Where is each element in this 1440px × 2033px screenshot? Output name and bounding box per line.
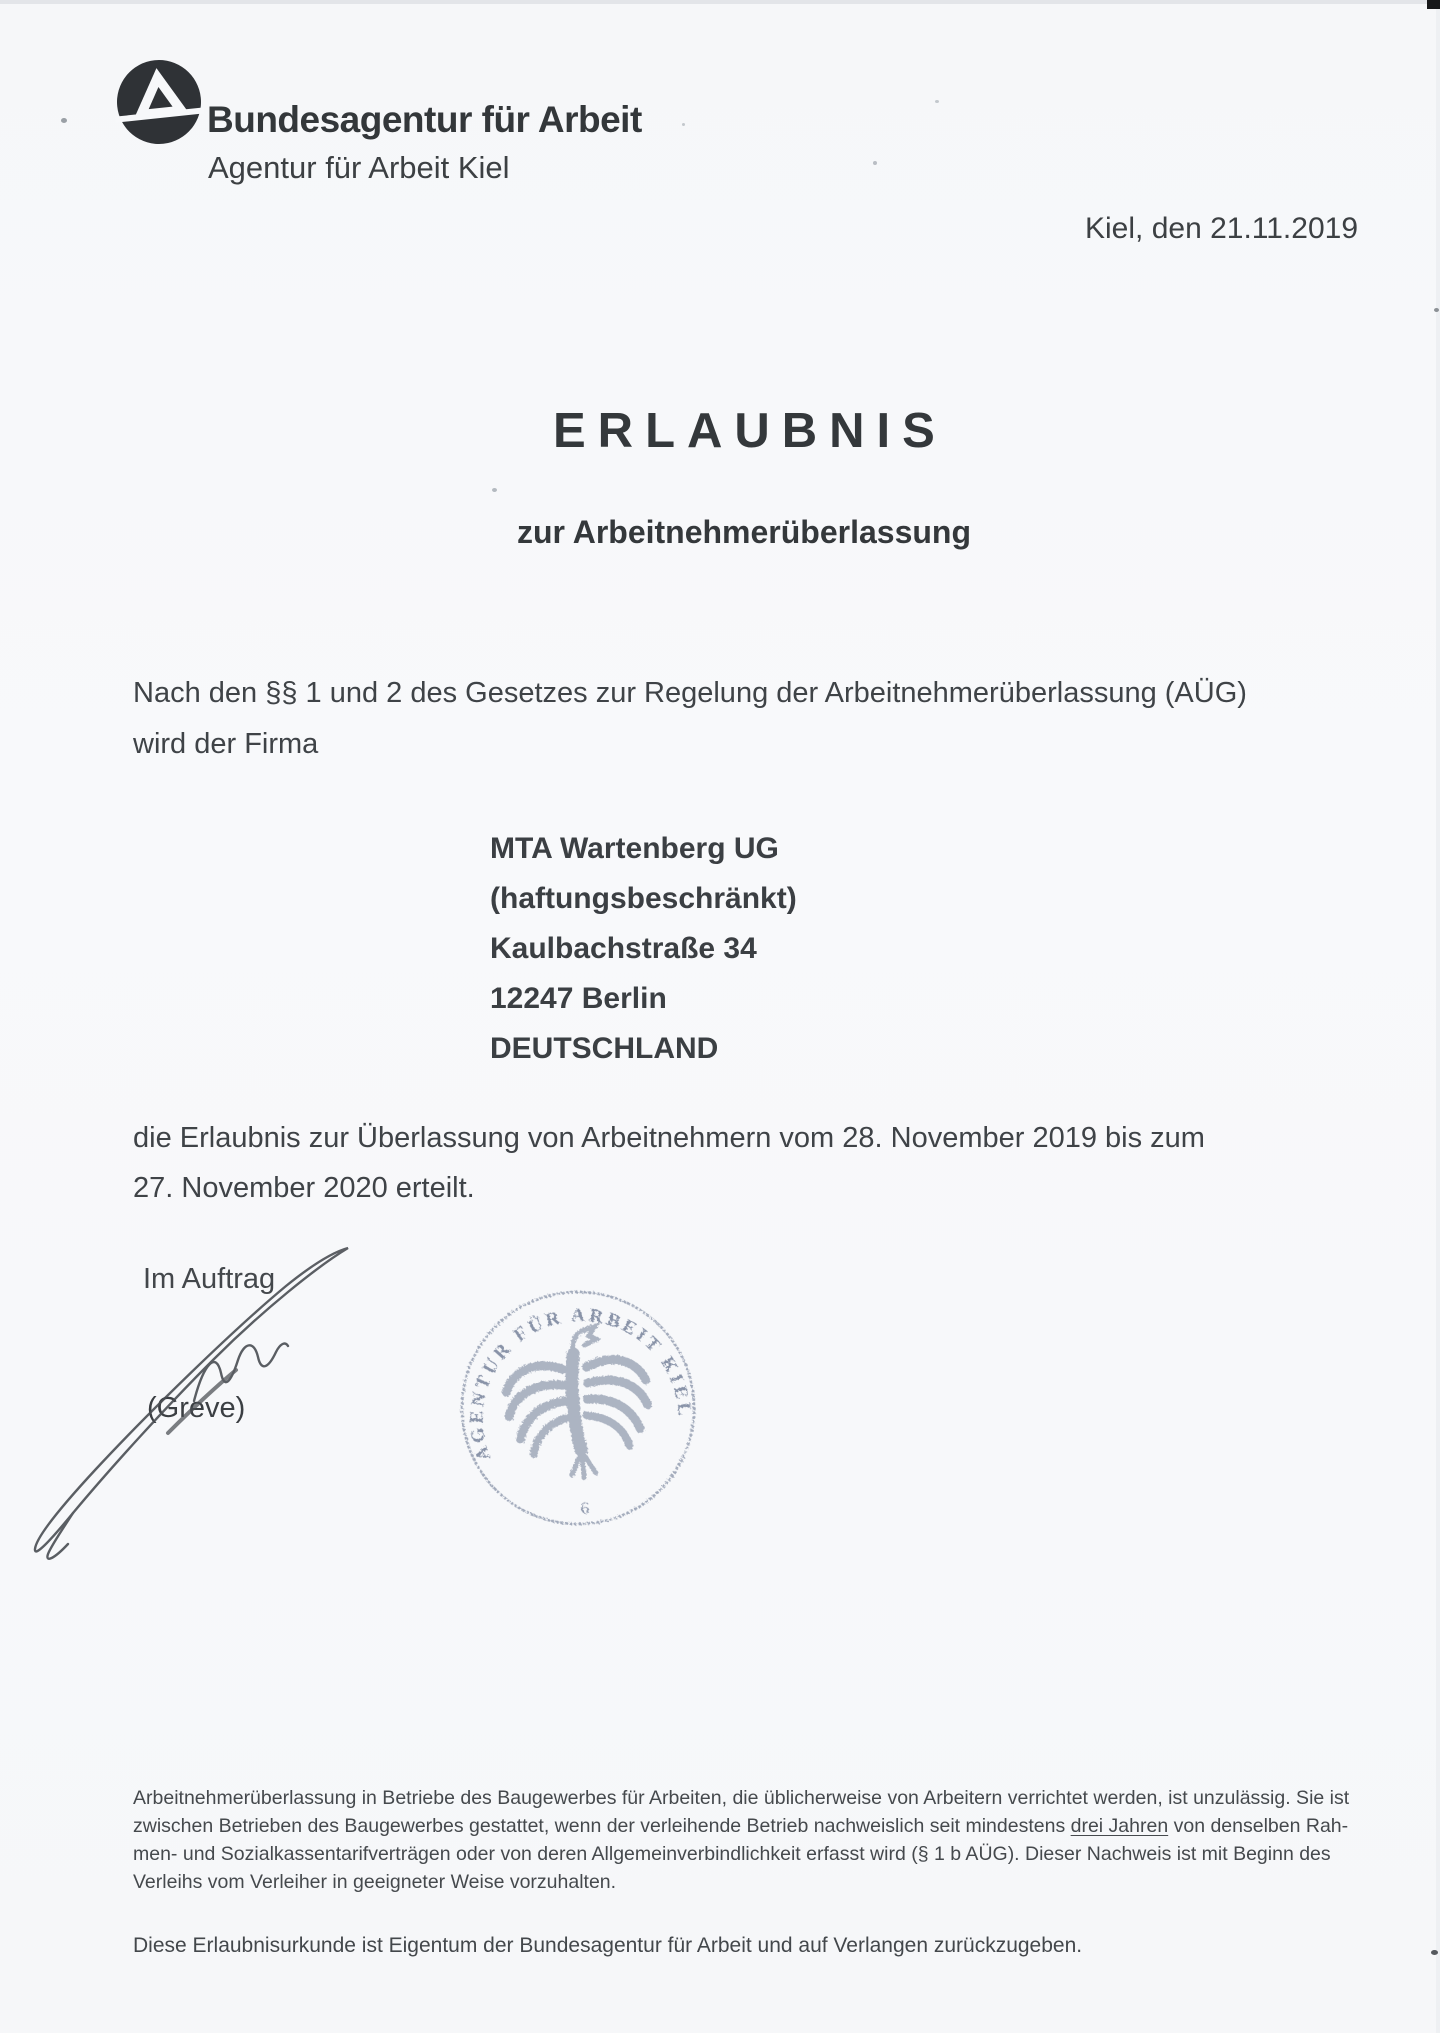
date-line: Kiel, den 21.11.2019 [1085, 212, 1359, 245]
grant-line-1: die Erlaubnis zur Überlassung von Arbeitnehmern vom 28. November 2019 bis zum [133, 1122, 1205, 1154]
document-title: ERLAUBNIS [553, 404, 947, 458]
ba-logo-icon [114, 57, 204, 147]
recipient-address [490, 824, 797, 1074]
signature [18, 1238, 368, 1578]
scan-edge-top [0, 0, 1440, 4]
scan-speck [1431, 1950, 1438, 1955]
im-auftrag-label: Im Auftrag [143, 1263, 276, 1295]
footnote-line-3: men- und Sozialkassentarifverträgen oder von deren Allgemeinverbindlichkeit erfasst wird (§ 1 b AÜG). Dieser Nachweis ist mit Beginn des [133, 1843, 1331, 1865]
footnote-line-2 [133, 1812, 1353, 1840]
intro-line-2: wird der Firma [133, 728, 319, 760]
document-subtitle: zur Arbeitnehmerüberlassung [517, 514, 972, 550]
official-stamp [456, 1282, 700, 1536]
scan-speck [935, 100, 939, 103]
recipient-country: DEUTSCHLAND [490, 1032, 719, 1065]
scan-speck [1434, 308, 1439, 312]
grant-line-2: 27. November 2020 erteilt. [133, 1172, 475, 1204]
stamp-ring-text: AGENTUR FÜR ARBEIT KIEL [466, 1305, 695, 1464]
footnote-line-2-pre: zwischen Betrieben des Baugewerbes gestattet, wenn der verleihende Betrieb nachweislich seit mindestens [133, 1815, 1071, 1837]
stamp-number: 6 [579, 1498, 591, 1519]
recipient-street: Kaulbachstraße 34 [490, 932, 757, 965]
scan-corner-mark [1427, 0, 1440, 9]
scan-speck [682, 123, 685, 126]
footnote-line-4: Verleihs vom Verleiher in geeigneter Weise vorzuhalten. [133, 1871, 617, 1893]
intro-line-1: Nach den §§ 1 und 2 des Gesetzes zur Regelung der Arbeitnehmerüberlassung (AÜG) [133, 677, 1247, 709]
recipient-name: MTA Wartenberg UG [490, 832, 779, 865]
brand-title: Bundesagentur für Arbeit [207, 99, 642, 140]
footnote-line-1: Arbeitnehmerüberlassung in Betriebe des Baugewerbes für Arbeiten, die üblicherweise von Arbeitern verrichtet werden, ist unzulässig. Sie ist [133, 1787, 1350, 1809]
scan-speck [873, 161, 877, 165]
scan-speck [492, 488, 497, 492]
footnote-line-2-underlined: drei Jahren [1070, 1815, 1169, 1837]
recipient-city: 12247 Berlin [490, 982, 667, 1015]
footnote-line-2-post: von denselben Rah- [1168, 1815, 1349, 1837]
recipient-liability: (haftungsbeschränkt) [490, 882, 797, 915]
scan-edge-right [1436, 0, 1440, 2033]
return-note: Diese Erlaubnisurkunde ist Eigentum der Bundesagentur für Arbeit und auf Verlangen zurückzugeben. [133, 1934, 1083, 1957]
agency-name: Agentur für Arbeit Kiel [208, 150, 510, 185]
scan-speck [61, 118, 67, 123]
signer-name: (Greve) [147, 1392, 246, 1424]
footnote [133, 1784, 1353, 1896]
